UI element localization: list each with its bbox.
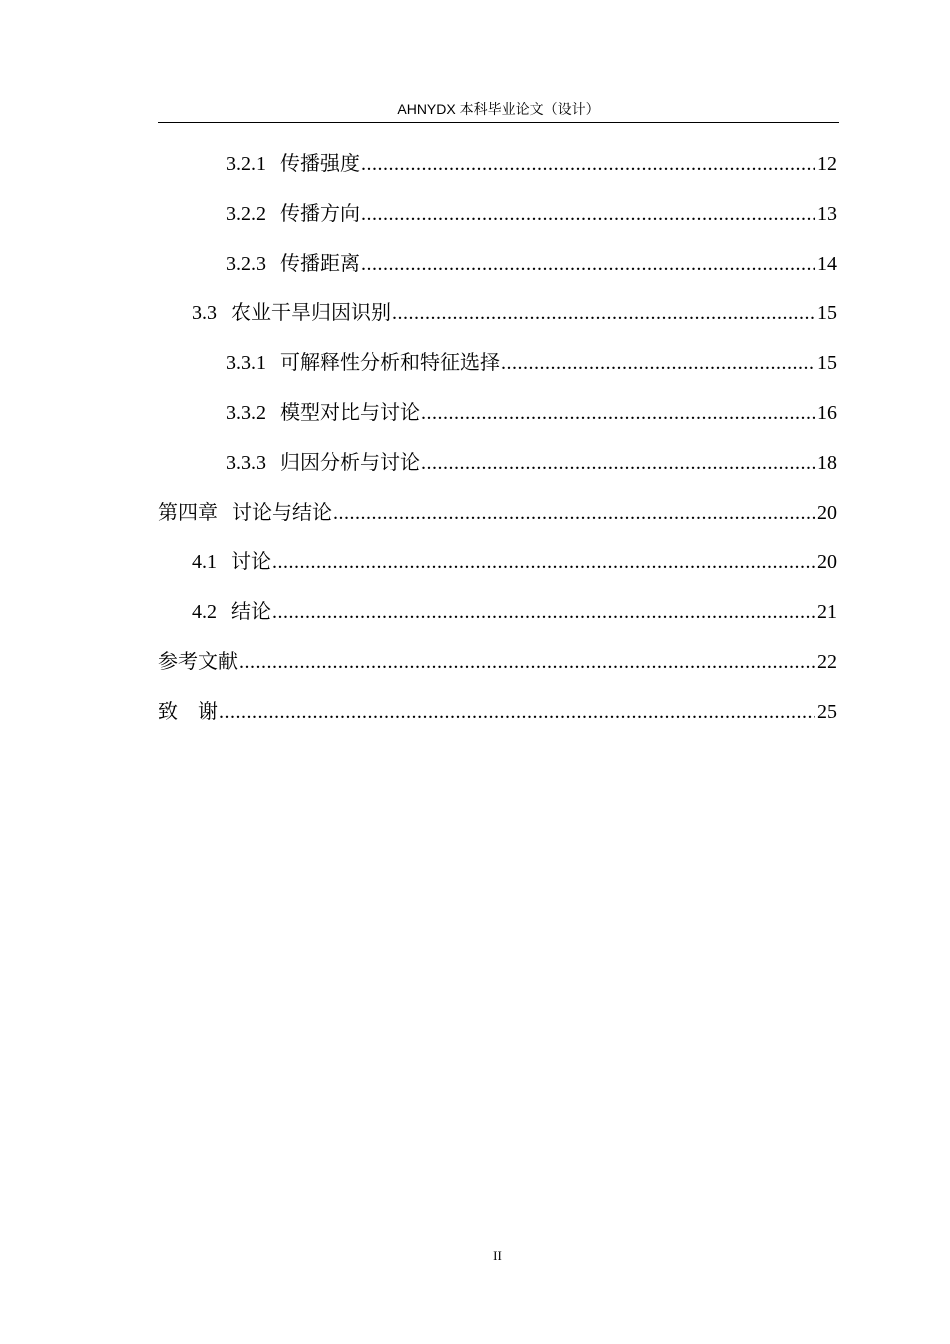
toc-entry-title: 致 谢 [158,700,218,723]
toc-entry-page: 16 [817,401,837,424]
toc-entry-title: 模型对比与讨论 [280,401,420,424]
toc-entry-number: 第四章 [158,501,218,524]
toc-entry-title: 结论 [231,601,271,624]
toc-entry-page: 12 [817,153,837,175]
toc-leader-dots [501,339,815,389]
toc-leader-dots [361,140,815,190]
toc-entry-page: 20 [817,551,837,574]
toc-entry[interactable] [158,389,837,439]
toc-entry-title: 农业干旱归因识别 [231,302,391,325]
toc-entry[interactable] [158,489,837,539]
toc-entry[interactable] [158,190,837,240]
toc-entry-title: 讨论与结论 [232,501,332,524]
toc-entry-number: 3.3.1 [226,352,266,375]
toc-entry-title: 讨论 [231,551,271,574]
toc-leader-dots [361,240,815,290]
toc-leader-dots [421,439,815,489]
toc-leader-dots [392,289,815,339]
toc-entry-page: 20 [817,501,837,524]
toc-entry-title: 参考文献 [158,650,238,673]
toc-leader-dots [272,538,815,588]
toc-entry[interactable] [158,140,837,190]
toc-entry-page: 13 [817,202,837,225]
toc-entry[interactable] [158,289,837,339]
toc-entry-number: 3.2.1 [226,153,266,175]
toc-entry-title: 传播方向 [280,202,360,225]
toc-leader-dots [421,389,815,439]
toc-entry-page: 25 [817,700,837,723]
toc-entry[interactable] [158,688,837,738]
toc-entry-number: 4.2 [192,601,217,624]
toc-entry-page: 22 [817,650,837,673]
page-number-label: II [493,1248,502,1263]
toc-leader-dots [239,638,815,688]
toc-entry-number: 3.3.3 [226,451,266,474]
toc-entry-title: 归因分析与讨论 [280,451,420,474]
toc-entry[interactable] [158,240,837,290]
toc-entry-title: 传播强度 [280,153,360,175]
toc-leader-dots [361,190,815,240]
toc-entry-number: 4.1 [192,551,217,574]
toc-entry[interactable] [158,638,837,688]
toc-entry-title: 传播距离 [280,252,360,275]
table-of-contents [158,140,837,738]
toc-leader-dots [333,489,815,539]
toc-entry-page: 15 [817,302,837,325]
toc-entry-number: 3.2.3 [226,252,266,275]
toc-entry-page: 14 [817,252,837,275]
toc-entry[interactable] [158,588,837,638]
page-header [158,96,839,123]
toc-entry-page: 15 [817,352,837,375]
toc-entry-page: 18 [817,451,837,474]
toc-entry-number: 3.2.2 [226,202,266,225]
toc-entry-number: 3.3 [192,302,217,325]
toc-entry[interactable] [158,339,837,389]
toc-entry-title: 可解释性分析和特征选择 [280,352,500,375]
header-title: AHNYDX 本科毕业论文（设计） [397,101,600,117]
page-number [0,1247,950,1265]
toc-leader-dots [272,588,815,638]
toc-entry[interactable] [158,439,837,489]
toc-entry-page: 21 [817,601,837,624]
toc-entry-number: 3.3.2 [226,401,266,424]
toc-entry[interactable] [158,538,837,588]
toc-leader-dots [219,688,815,738]
